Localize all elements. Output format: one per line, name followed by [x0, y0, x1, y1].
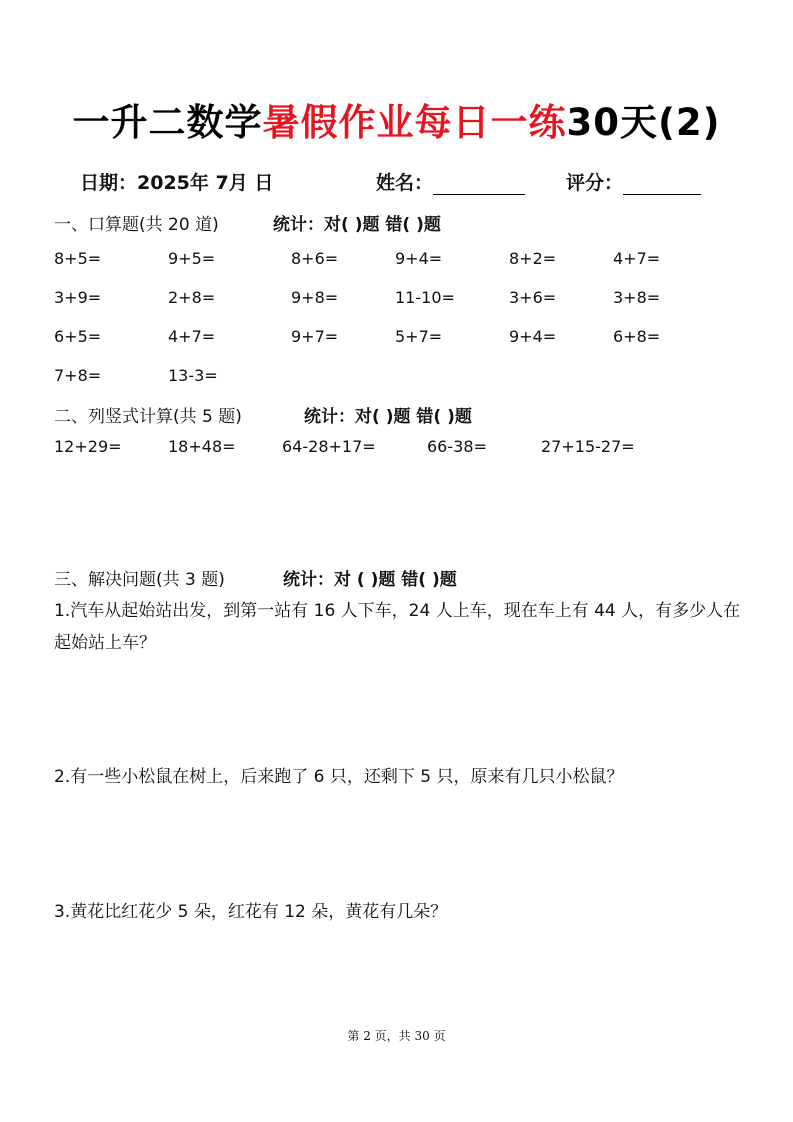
s1-item: 9+4= [509, 327, 557, 346]
section-3-stat-wrap [283, 565, 457, 590]
s1-item: 9+7= [291, 327, 339, 346]
section-2-stat: 统计：对( )题 错( )题 [304, 407, 472, 427]
s1-item: 8+6= [291, 249, 339, 268]
date-label: 日期：2025年 7月 日 [80, 172, 274, 194]
word-problem-3: 3.黄花比红花少 5 朵，红花有 12 朵，黄花有几朵？ [54, 902, 448, 922]
s1-item: 9+4= [395, 249, 443, 268]
section-3-header [54, 565, 225, 590]
s1-item: 3+9= [54, 288, 102, 307]
s2-item: 64-28+17= [282, 437, 376, 456]
s1-item: 4+7= [613, 249, 661, 268]
page-title [0, 92, 793, 146]
section-2-stat-wrap [304, 402, 472, 427]
section-1-stat-wrap [273, 210, 441, 235]
s1-item: 7+8= [54, 366, 102, 385]
section-1-heading: 一、口算题(共 20 道) [54, 215, 219, 235]
s1-item: 6+8= [613, 327, 661, 346]
s2-item: 12+29= [54, 437, 122, 456]
title-part-2: 暑假作业每日一练 [262, 101, 567, 144]
page-footer: 第 2 页，共 30 页 [347, 1029, 446, 1043]
section-3-stat: 统计：对 ( )题 错( )题 [283, 570, 457, 590]
word-problem-2: 2.有一些小松鼠在树上，后来跑了 6 只，还剩下 5 只，原来有几只小松鼠？ [54, 767, 624, 787]
s1-item: 3+8= [613, 288, 661, 307]
s2-item: 66-38= [427, 437, 487, 456]
section-1-header [54, 210, 219, 235]
score-field[interactable] [566, 168, 701, 195]
s1-item: 6+5= [54, 327, 102, 346]
s1-item: 2+8= [168, 288, 216, 307]
title-part-1: 一升二数学 [72, 101, 263, 144]
s1-item: 3+6= [509, 288, 557, 307]
name-field[interactable] [376, 168, 525, 195]
name-blank[interactable] [433, 172, 525, 195]
section-3-heading: 三、解决问题(共 3 题) [54, 570, 225, 590]
title-part-3: 30天(2) [566, 101, 721, 144]
s1-item: 8+2= [509, 249, 557, 268]
word-problem-1: 1.汽车从起始站出发，到第一站有 16 人下车，24 人上车，现在车上有 44 人，有多少人在起始站上车？ [54, 601, 741, 653]
s1-item: 4+7= [168, 327, 216, 346]
s1-item: 9+5= [168, 249, 216, 268]
s1-item: 8+5= [54, 249, 102, 268]
s1-item: 11-10= [395, 288, 455, 307]
score-label: 评分： [566, 172, 624, 194]
s2-item: 27+15-27= [541, 437, 635, 456]
section-2-heading: 二、列竖式计算(共 5 题) [54, 407, 242, 427]
section-1-stat: 统计：对( )题 错( )题 [273, 215, 441, 235]
s1-item: 13-3= [168, 366, 218, 385]
s2-item: 18+48= [168, 437, 236, 456]
s1-item: 9+8= [291, 288, 339, 307]
s1-item: 5+7= [395, 327, 443, 346]
section-2-header [54, 402, 242, 427]
score-blank[interactable] [623, 172, 701, 195]
name-label: 姓名： [376, 172, 434, 194]
